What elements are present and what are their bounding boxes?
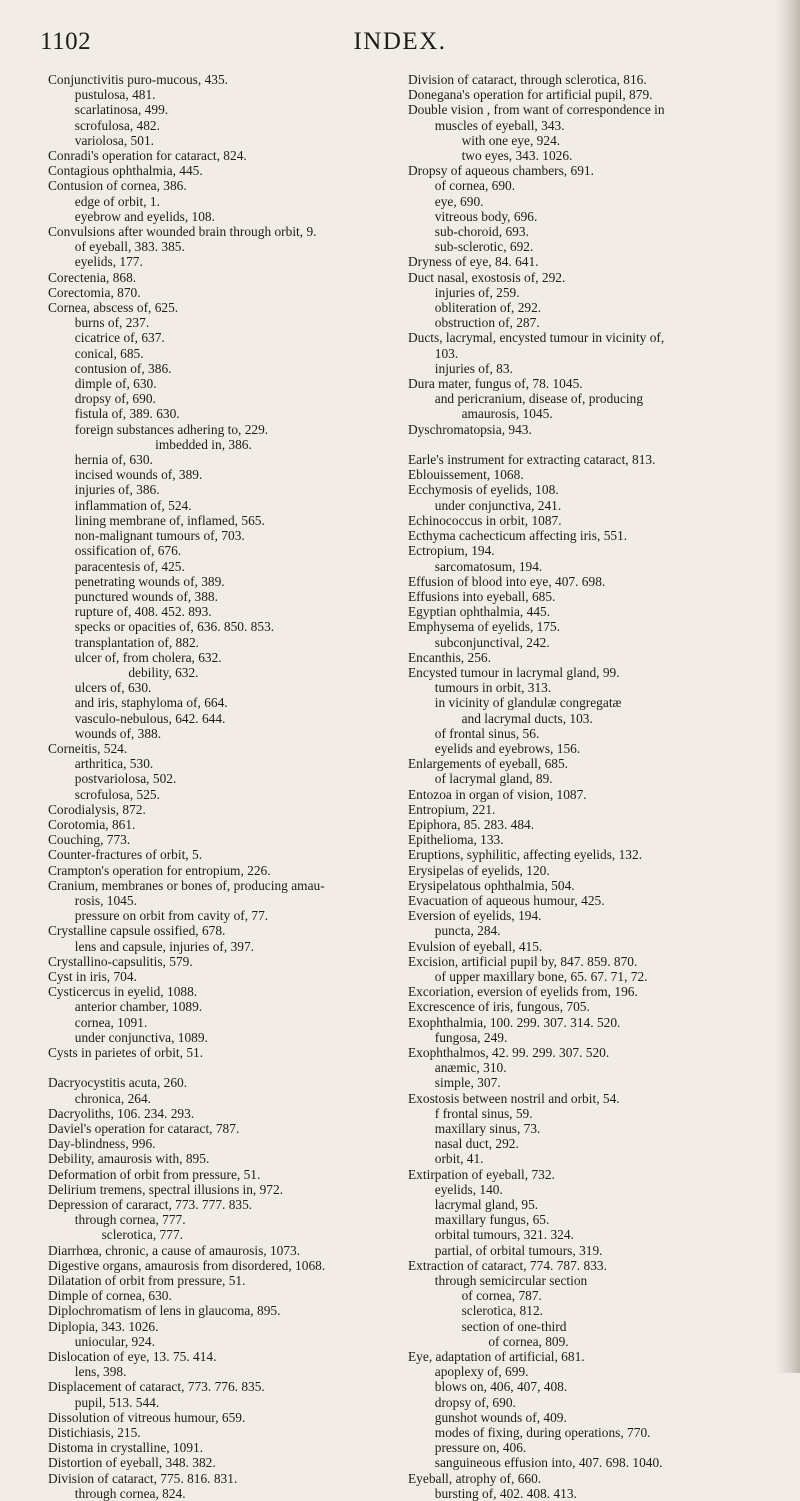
index-entry: through cornea, 777.	[48, 1212, 186, 1228]
index-entry: Deformation of orbit from pressure, 51.	[48, 1166, 261, 1182]
index-entry: Day-blindness, 996.	[48, 1136, 156, 1152]
index-entry: arthritica, 530.	[48, 756, 154, 772]
index-entry: Division of cataract, through sclerotica, 816.	[408, 72, 647, 87]
index-entry: inflammation of, 524.	[48, 497, 192, 513]
page-header	[40, 28, 760, 62]
page-edge-shadow	[776, 0, 800, 1373]
index-entry: obliteration of, 292.	[408, 300, 542, 316]
index-entry: injuries of, 386.	[48, 482, 160, 498]
index-entry: Conradi's operation for cataract, 824.	[48, 148, 247, 164]
index-entry: obstruction of, 287.	[408, 315, 540, 331]
index-column-right	[408, 72, 776, 1501]
index-entry: gunshot wounds of, 409.	[408, 1409, 567, 1425]
index-entry: Erysipelas of eyelids, 120.	[408, 862, 550, 878]
index-entry: Dissolution of vitreous humour, 659.	[48, 1409, 246, 1425]
index-entry	[48, 1060, 388, 1075]
index-entry: eyelids, 140.	[408, 1181, 503, 1197]
index-entry: dimple of, 630.	[48, 376, 157, 392]
index-entry: vitreous body, 696.	[408, 208, 538, 224]
index-entry: f frontal sinus, 59.	[408, 1105, 533, 1121]
index-entry: two eyes, 343. 1026.	[408, 148, 573, 164]
index-entry: partial, of orbital tumours, 319.	[408, 1242, 603, 1258]
index-entry: Conjunctivitis puro-mucous, 435.	[48, 72, 229, 87]
index-entry: Duct nasal, exostosis of, 292.	[408, 269, 566, 285]
index-entry: bursting of, 402. 408. 413.	[408, 1485, 577, 1501]
index-entry: Echinococcus in orbit, 1087.	[408, 512, 562, 528]
index-entry: and iris, staphyloma of, 664.	[48, 695, 228, 711]
index-entry: Excrescence of iris, fungous, 705.	[408, 999, 590, 1015]
index-entry: Enlargements of eyeball, 685.	[408, 756, 569, 772]
index-entry: eyebrow and eyelids, 108.	[48, 208, 215, 224]
index-entry: postvariolosa, 502.	[48, 771, 177, 787]
index-entry: injuries of, 259.	[408, 284, 520, 300]
index-entry: amaurosis, 1045.	[408, 406, 553, 422]
index-entry: sub-choroid, 693.	[408, 224, 529, 240]
index-entry: Corneitis, 524.	[48, 740, 128, 756]
index-entry: eyelids, 177.	[48, 254, 143, 270]
index-entry: Exophthalmos, 42. 99. 299. 307. 520.	[408, 1045, 610, 1060]
index-entry: Debility, amaurosis with, 895.	[48, 1151, 210, 1167]
index-entry: anterior chamber, 1089.	[48, 999, 203, 1015]
index-entry: pupil, 513. 544.	[48, 1394, 160, 1410]
index-entry: vasculo-nebulous, 642. 644.	[48, 710, 226, 726]
index-entry: Diplochromatism of lens in glaucoma, 895.	[48, 1303, 281, 1319]
index-entry: ulcers of, 630.	[48, 680, 152, 696]
index-entry: scrofulosa, 525.	[48, 786, 160, 802]
index-entry: Dura mater, fungus of, 78. 1045.	[408, 376, 583, 392]
index-entry: of frontal sinus, 56.	[408, 725, 540, 741]
index-entry: Corodialysis, 872.	[48, 801, 146, 817]
index-entry: Epithelioma, 133.	[408, 832, 504, 848]
index-entry: punctured wounds of, 388.	[48, 588, 218, 604]
index-entry: Effusion of blood into eye, 407. 698.	[408, 573, 606, 589]
page-title: INDEX.	[353, 28, 447, 55]
index-entry: orbital tumours, 321. 324.	[408, 1227, 574, 1243]
index-entry: sub-sclerotic, 692.	[408, 239, 534, 255]
index-entry: pressure on orbit from cavity of, 77.	[48, 908, 269, 924]
index-entry: Entropium, 221.	[408, 801, 496, 817]
index-entry: Eblouissement, 1068.	[408, 467, 524, 483]
index-entry: Cranium, membranes or bones of, producing amau-	[48, 877, 325, 893]
index-entry: Ectropium, 194.	[408, 543, 495, 559]
index-entry: wounds of, 388.	[48, 725, 162, 741]
index-entry: Egyptian ophthalmia, 445.	[408, 604, 551, 620]
index-entry: puncta, 284.	[408, 923, 501, 939]
index-entry: foreign substances adhering to, 229.	[48, 421, 269, 437]
index-entry: Dryness of eye, 84. 641.	[408, 254, 539, 270]
index-entry: Encanthis, 256.	[408, 649, 491, 665]
index-entry: imbedded in, 386.	[48, 436, 252, 452]
index-entry: scrofulosa, 482.	[48, 117, 160, 133]
index-entry: Counter-fractures of orbit, 5.	[48, 847, 203, 863]
index-entry: Dilatation of orbit from pressure, 51.	[48, 1273, 246, 1289]
index-entry: specks or opacities of, 636. 850. 853.	[48, 619, 275, 635]
index-entry: Distortion of eyeball, 348. 382.	[48, 1455, 216, 1471]
index-entry: Eyeball, atrophy of, 660.	[408, 1470, 542, 1486]
index-entry: lacrymal gland, 95.	[408, 1197, 539, 1213]
index-entry: scarlatinosa, 499.	[48, 102, 169, 118]
index-entry: Dimple of cornea, 630.	[48, 1288, 172, 1304]
index-entry: sarcomatosum, 194.	[408, 558, 543, 574]
index-entry: of upper maxillary bone, 65. 67. 71, 72.	[408, 968, 648, 984]
index-entry: Contagious ophthalmia, 445.	[48, 163, 203, 179]
index-entry: eye, 690.	[408, 193, 484, 209]
index-entry: Convulsions after wounded brain through orbit, 9.	[48, 224, 317, 240]
index-entry: lens, 398.	[48, 1364, 127, 1380]
index-entry: simple, 307.	[408, 1075, 501, 1091]
index-entry: Excoriation, eversion of eyelids from, 196.	[408, 984, 638, 1000]
index-entry: Dacryoliths, 106. 234. 293.	[48, 1105, 195, 1121]
index-entry: pressure on, 406.	[408, 1440, 527, 1456]
index-entry: sclerotica, 777.	[48, 1227, 183, 1243]
index-entry: Ducts, lacrymal, encysted tumour in vicinity of,	[408, 330, 665, 346]
index-entry: nasal duct, 292.	[408, 1136, 519, 1152]
index-entry: Entozoa in organ of vision, 1087.	[408, 786, 587, 802]
index-entry: Crampton's operation for entropium, 226.	[48, 862, 271, 878]
index-entry: Eye, adaptation of artificial, 681.	[408, 1349, 585, 1365]
index-entry: Displacement of cataract, 773. 776. 835.	[48, 1379, 265, 1395]
index-entry: eyelids and eyebrows, 156.	[408, 740, 581, 756]
index-entry: edge of orbit, 1.	[48, 193, 160, 209]
index-entry: section of one-third	[408, 1318, 567, 1334]
index-entry: lens and capsule, injuries of, 397.	[48, 938, 255, 954]
index-entry: orbit, 41.	[408, 1151, 484, 1167]
index-entry: fistula of, 389. 630.	[48, 406, 180, 422]
index-entry: sclerotica, 812.	[408, 1303, 543, 1319]
index-entry: hernia of, 630.	[48, 452, 153, 468]
index-entry: transplantation of, 882.	[48, 634, 199, 650]
index-entry: debility, 632.	[48, 664, 199, 680]
index-entry: penetrating wounds of, 389.	[48, 573, 225, 589]
index-entry: Eversion of eyelids, 194.	[408, 908, 542, 924]
index-entry: maxillary sinus, 73.	[408, 1121, 541, 1137]
index-entry: non-malignant tumours of, 703.	[48, 528, 245, 544]
index-entry: modes of fixing, during operations, 770.	[408, 1425, 651, 1441]
index-entry: uniocular, 924.	[48, 1333, 155, 1349]
index-entry: Emphysema of eyelids, 175.	[408, 619, 561, 635]
index-entry: Crystallino-capsulitis, 579.	[48, 953, 193, 969]
index-entry: Division of cataract, 775. 816. 831.	[48, 1470, 238, 1486]
index-entry: Couching, 773.	[48, 832, 131, 848]
index-entry: Diarrhœa, chronic, a cause of amaurosis, 1073.	[48, 1242, 301, 1258]
index-entry: contusion of, 386.	[48, 360, 172, 376]
index-entry: Dislocation of eye, 13. 75. 414.	[48, 1349, 217, 1365]
index-entry: Depression of cararact, 773. 777. 835.	[48, 1197, 253, 1213]
index-entry: ulcer of, from cholera, 632.	[48, 649, 222, 665]
index-entry: anæmic, 310.	[408, 1060, 507, 1076]
index-entry: Crystalline capsule ossified, 678.	[48, 923, 226, 939]
index-entry: tumours in orbit, 313.	[408, 680, 552, 696]
index-entry: Eruptions, syphilitic, affecting eyelids, 132.	[408, 847, 643, 863]
index-entry: of cornea, 690.	[408, 178, 516, 194]
index-entry: Delirium tremens, spectral illusions in, 972.	[48, 1181, 284, 1197]
index-entry: Cysticercus in eyelid, 1088.	[48, 984, 198, 1000]
index-entry: dropsy of, 690.	[48, 391, 156, 407]
index-entry: Exophthalmia, 100. 299. 307. 314. 520.	[408, 1014, 621, 1030]
index-entry: chronica, 264.	[48, 1090, 152, 1106]
index-entry: rupture of, 408. 452. 893.	[48, 604, 212, 620]
index-entry: Ecthyma cachecticum affecting iris, 551.	[408, 528, 628, 544]
index-entry: Evacuation of aqueous humour, 425.	[408, 892, 605, 908]
index-entry	[408, 437, 776, 452]
index-entry: Ecchymosis of eyelids, 108.	[408, 482, 559, 498]
index-entry: subconjunctival, 242.	[408, 634, 550, 650]
index-entry: Effusions into eyeball, 685.	[408, 588, 556, 604]
index-entry: injuries of, 83.	[408, 360, 513, 376]
index-entry: conical, 685.	[48, 345, 144, 361]
index-entry: of lacrymal gland, 89.	[408, 771, 553, 787]
index-entry: Corotomia, 861.	[48, 816, 136, 832]
index-entry: Digestive organs, amaurosis from disordered, 1068.	[48, 1257, 326, 1273]
index-entry: Extirpation of eyeball, 732.	[408, 1166, 555, 1182]
index-entry: Contusion of cornea, 386.	[48, 178, 187, 194]
index-entry: burns of, 237.	[48, 315, 150, 331]
index-entry: Dacryocystitis acuta, 260.	[48, 1075, 188, 1091]
index-entry: of cornea, 787.	[408, 1288, 542, 1304]
index-entry: 103.	[408, 345, 459, 361]
index-entry: Earle's instrument for extracting cataract, 813.	[408, 452, 656, 468]
index-entry: cicatrice of, 637.	[48, 330, 165, 346]
index-entry: Corectenia, 868.	[48, 269, 137, 285]
index-entry: blows on, 406, 407, 408.	[408, 1379, 568, 1395]
index-entry: of eyeball, 383. 385.	[48, 239, 185, 255]
index-entry: Donegana's operation for artificial pupil, 879.	[408, 87, 653, 103]
index-entry: under conjunctiva, 241.	[408, 497, 562, 513]
index-entry: through cornea, 824.	[48, 1485, 186, 1501]
index-entry: cornea, 1091.	[48, 1014, 148, 1030]
index-entry: Dyschromatopsia, 943.	[408, 421, 532, 437]
index-column-left	[48, 72, 388, 1501]
index-entry: paracentesis of, 425.	[48, 558, 185, 574]
index-entry: Cyst in iris, 704.	[48, 968, 137, 984]
index-entry: pustulosa, 481.	[48, 87, 156, 103]
index-entry: Dropsy of aqueous chambers, 691.	[408, 163, 594, 179]
index-entry: and pericranium, disease of, producing	[408, 391, 644, 407]
index-entry: Diplopia, 343. 1026.	[48, 1318, 159, 1334]
index-entry: Cysts in parietes of orbit, 51.	[48, 1045, 204, 1060]
index-entry: ossification of, 676.	[48, 543, 182, 559]
index-entry: maxillary fungus, 65.	[408, 1212, 550, 1228]
index-entry: apoplexy of, 699.	[408, 1364, 529, 1380]
index-entry: with one eye, 924.	[408, 132, 561, 148]
index-entry: Epiphora, 85. 283. 484.	[408, 816, 535, 832]
index-entry: Encysted tumour in lacrymal gland, 99.	[408, 664, 620, 680]
index-entry: variolosa, 501.	[48, 132, 154, 148]
index-entry: Cornea, abscess of, 625.	[48, 300, 179, 316]
index-entry: in vicinity of glandulæ congregatæ	[408, 695, 622, 711]
index-entry: Erysipelatous ophthalmia, 504.	[408, 877, 575, 893]
index-entry: rosis, 1045.	[48, 892, 137, 908]
index-entry: muscles of eyeball, 343.	[408, 117, 565, 133]
index-entry: Distoma in crystalline, 1091.	[48, 1440, 204, 1456]
index-entry: Evulsion of eyeball, 415.	[408, 938, 543, 954]
index-entry: fungosa, 249.	[408, 1029, 508, 1045]
index-entry: and lacrymal ducts, 103.	[408, 710, 593, 726]
index-entry: dropsy of, 690.	[408, 1394, 516, 1410]
index-entry: lining membrane of, inflamed, 565.	[48, 512, 265, 528]
index-entry: Distichiasis, 215.	[48, 1425, 141, 1441]
index-entry: Corectomia, 870.	[48, 284, 141, 300]
page-number: 1102	[40, 28, 92, 55]
index-entry: Double vision , from want of correspondence in	[408, 102, 665, 118]
index-entry: Extraction of cataract, 774. 787. 833.	[408, 1257, 607, 1273]
index-entry: sanguineous effusion into, 407. 698. 1040.	[408, 1455, 663, 1471]
index-entry: incised wounds of, 389.	[48, 467, 203, 483]
index-entry: Excision, artificial pupil by, 847. 859. 870.	[408, 953, 638, 969]
index-entry: through semicircular section	[408, 1273, 588, 1289]
index-entry: under conjunctiva, 1089.	[48, 1029, 208, 1045]
index-entry: Exostosis between nostril and orbit, 54.	[408, 1090, 620, 1106]
index-entry: of cornea, 809.	[408, 1333, 569, 1349]
index-entry: Daviel's operation for cataract, 787.	[48, 1121, 240, 1137]
